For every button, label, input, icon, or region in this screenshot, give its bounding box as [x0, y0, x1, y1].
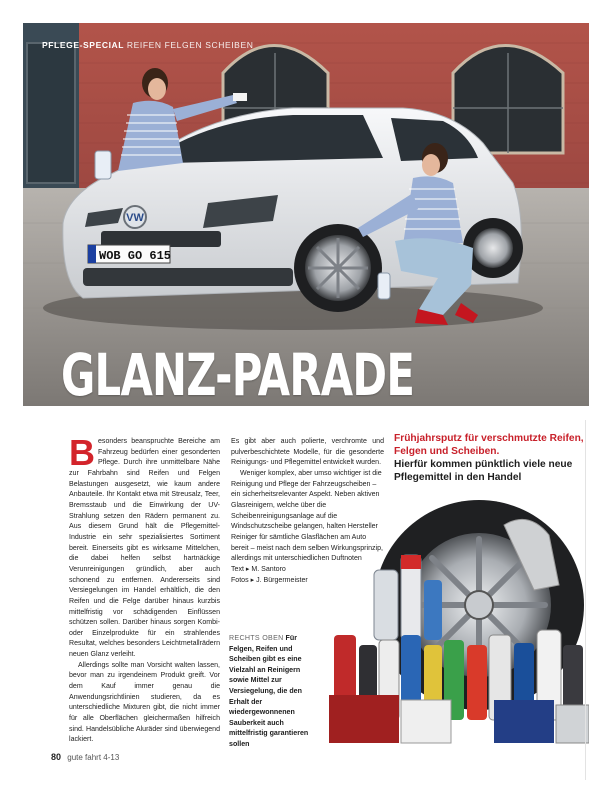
credit-photo: Fotos ▸ J. Bürgermeister — [231, 576, 308, 584]
page-footer — [51, 752, 119, 762]
hero-photo — [23, 23, 589, 406]
paragraph-1 — [69, 432, 220, 661]
cleaning-products-illustration — [329, 495, 589, 750]
kicker-section: PFLEGE-SPECIAL — [42, 40, 124, 50]
drop-cap: B — [69, 432, 95, 473]
paragraph-3: Es gibt aber auch polierte, verchromte und pulverbeschichtete Modelle, für die gesonderte Reinigungs- und Pflegemittel entwickelt wurden. — [231, 438, 384, 467]
page-number: 80 — [51, 752, 62, 762]
credit-text: Text ▸ M. Santoro — [231, 565, 286, 573]
svg-text:VW: VW — [126, 212, 144, 224]
paragraph-1-text: esonders beanspruchte Bereiche am Fahrzeug bedürfen einer gesonderten Pflege. Durch ihre unmittelbare Nähe zur Fahrbahn sind Reifen und Felgen Belastungen ausgesetzt, wie kaum andere Anbauteile. Ihr Kontakt etwa mit Streusalz, Teer, Bremsstaub und die Einwirkung der UV-Strahlung setzen den Rädern permanent zu. Aus diesem Grund hält die Pflegemittel-Industrie ein sehr spezialisiertes Sortiment bereit. Einerseits gibt es wirksame Mittelchen, die dabei helfen selbst hartnäckige Verunreinigungen gründlich, aber auch schonend zu entfernen. Andererseits sind Versiegelungen im Handel erhältlich, die den Reifen und die Felge darüber hinaus kurzbis mittelfristig vor schädigenden Einflüssen schützen sollen. Darüber hinaus sorgen Kombi- oder Einzelprodukte für ein strahlendes Resultat, welches besonders Leichtmetallrädern neuen Glanz verleiht. — [69, 438, 220, 659]
photo-caption — [229, 633, 321, 750]
magazine-issue: gute fahrt 4-13 — [67, 753, 120, 762]
caption-label: RECHTS OBEN — [229, 634, 284, 642]
intro-deck — [394, 432, 584, 484]
column-rule — [585, 420, 586, 780]
kicker-topic: REIFEN FELGEN SCHEIBEN — [126, 40, 254, 50]
intro-black: Hierfür kommen pünktlich viele neue Pflegemittel in den Handel — [394, 459, 573, 483]
article-column-1 — [69, 432, 220, 746]
paragraph-4: Weniger komplex, aber umso wichtiger ist die Reinigung und Pflege der Fahrzeugscheiben – ein sicherheitsrelevanter Aspekt. Neben aktiven Glasreinigern, welche über die Scheibenreinigungsanlage auf die Windschutzscheibe gelangen, halten Hersteller Reiniger für sämtliche Glasflächen am Auto bereit – meist nach dem selben Wirkungsprinzip, allerdings mit unterschiedlichen Duftnoten — [231, 469, 383, 563]
paragraph-2: Allerdings sollte man Vorsicht walten lassen, bevor man zu irgendeinem Produkt greift. Vor dem Kauf immer genau die Anwendungsrichtlinien studieren, da es unterschiedliche Mixturen gibt, die nicht immer für alle Oberflächen gleichermaßen hilfreich sind. Handelsübliche Aluräder sind überwiegend lackiert. — [69, 661, 220, 744]
intro-red: Frühjahrsputz für verschmutzte Reifen, Felgen und Scheiben. — [394, 433, 584, 457]
caption-text: Für Felgen, Reifen und Scheiben gibt es eine Vielzahl an Reinigern sowie Mittel zur Versiegelung, die den Erhalt der wiedergewonnenen Sauberkeit auch mittelfristig garantieren sollen — [229, 634, 309, 748]
page-headline: GLANZ-PARADE — [61, 341, 415, 406]
license-plate-text: WOB GO 615 — [99, 249, 172, 263]
products-photo — [329, 495, 589, 750]
section-kicker — [42, 40, 253, 50]
